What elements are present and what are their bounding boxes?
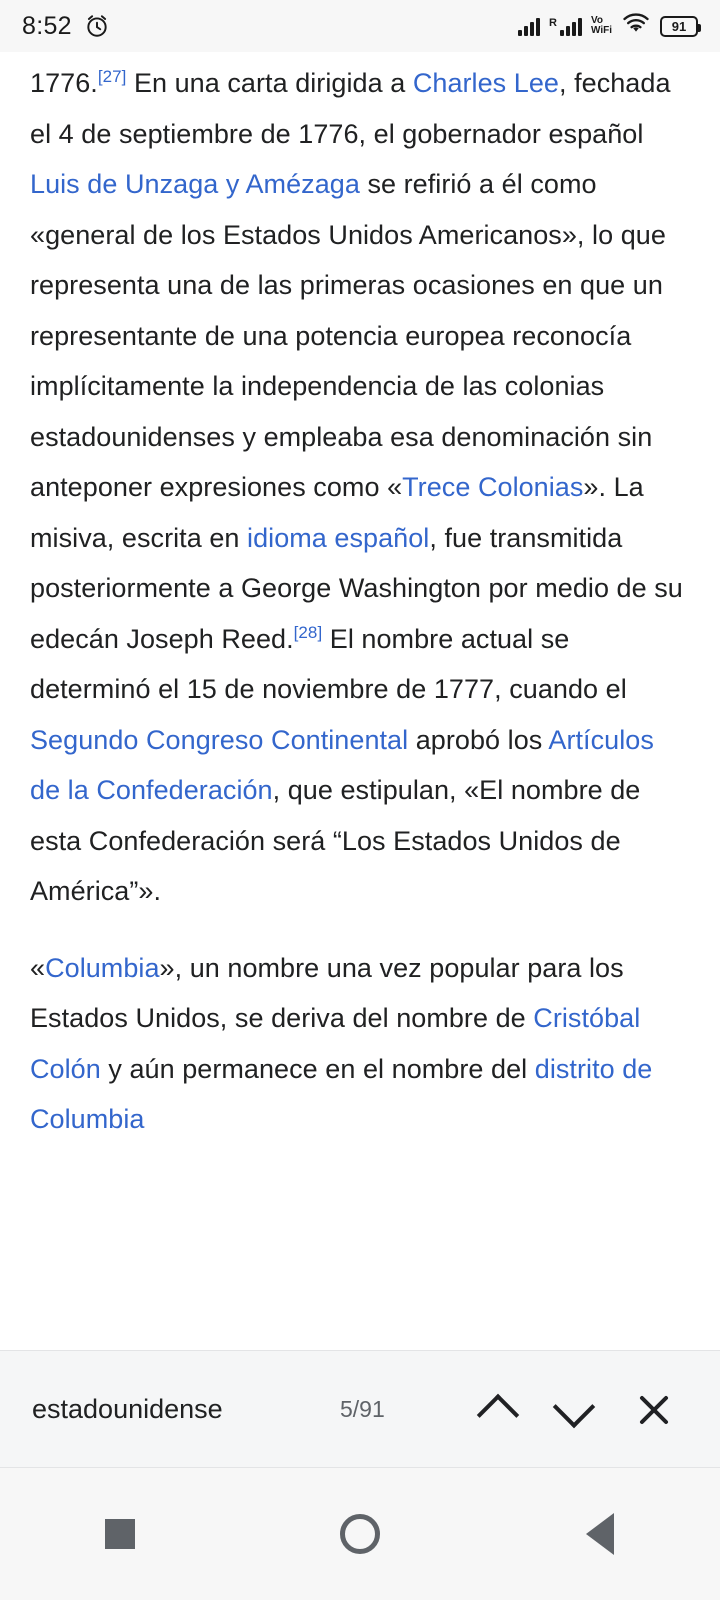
link-distrito-de-columbia[interactable]: distrito de Columbia (30, 1053, 653, 1134)
link-columbia[interactable]: Columbia (45, 952, 160, 983)
article-content (0, 52, 720, 1342)
reference-27 (98, 67, 127, 86)
recents-button[interactable] (60, 1474, 180, 1594)
text-segment: En una carta dirigida a (126, 68, 413, 98)
volte-wifi-icon (591, 16, 612, 36)
find-match-count: 5/91 (340, 1395, 385, 1422)
text-segment: , fechada el 4 de septiembre de 1776, el gobernador español (30, 68, 671, 149)
link-idioma-espanol[interactable]: idioma español (247, 522, 430, 553)
reference-28 (294, 623, 323, 642)
text-segment: y aún permanece en el nombre del (100, 1053, 535, 1084)
home-button[interactable] (300, 1474, 420, 1594)
link-charles-lee[interactable]: Charles Lee (412, 68, 559, 98)
text-segment: », un nombre una vez popular para los Estados Unidos, se deriva del nombre de (30, 952, 624, 1033)
back-button[interactable] (540, 1474, 660, 1594)
volte-line2: WiFi (590, 25, 612, 36)
chevron-down-icon (557, 1398, 595, 1420)
signal-bars-icon (518, 16, 540, 36)
link-segundo-congreso-continental[interactable]: Segundo Congreso Continental (30, 724, 409, 755)
status-clock: 8:52 (22, 11, 72, 40)
text-segment: « (30, 952, 46, 983)
link-articulos-de-la-confederacion[interactable]: Artículos de la Confederación (30, 724, 654, 805)
square-recents-icon (105, 1519, 135, 1549)
text-segment: , que estipulan, «El nombre de esta Confederación será “Los Estados Unidos de América”». (30, 775, 641, 906)
reference-link[interactable]: [28] (293, 622, 323, 642)
system-navigation-bar (0, 1468, 720, 1600)
paragraph-columbia (30, 943, 690, 1145)
text-segment: aprobó los (408, 724, 549, 755)
text-segment: se refirió a él como «general de los Estados Unidos Americanos», lo que representa una de las primeras ocasiones en que un representante de una potencia europea reconocía implícitamente la independencia de las colonias estadounidenses y empleaba esa denominación sin anteponer expresiones como « (30, 169, 666, 502)
find-close-button[interactable] (614, 1371, 690, 1447)
alarm-clock-icon (84, 13, 110, 39)
volte-line1: Vo (590, 15, 604, 26)
find-in-page-bar (0, 1350, 720, 1468)
triangle-back-icon (586, 1513, 614, 1555)
text-segment: 1776. (30, 68, 98, 98)
battery-indicator (660, 16, 698, 37)
roaming-label: R (549, 17, 557, 29)
link-trece-colonias[interactable]: Trece Colonias (402, 472, 584, 502)
link-cristobal-colon[interactable]: Cristóbal Colón (30, 1003, 641, 1084)
reference-link[interactable]: [27] (97, 67, 127, 86)
status-bar-right (518, 13, 698, 40)
find-previous-button[interactable] (462, 1371, 538, 1447)
chevron-up-icon (481, 1398, 519, 1420)
status-bar-left (22, 12, 110, 41)
find-next-button[interactable] (538, 1371, 614, 1447)
link-luis-de-unzaga[interactable]: Luis de Unzaga y Amézaga (30, 169, 360, 199)
status-bar (0, 0, 720, 52)
circle-home-icon (340, 1514, 380, 1554)
paragraph-naming-history (30, 58, 690, 917)
battery-level: 91 (671, 18, 687, 34)
find-input[interactable] (30, 1393, 330, 1426)
signal-bars-roaming-icon (549, 16, 582, 36)
close-icon (635, 1392, 669, 1426)
text-segment: El nombre actual se determinó el 15 de noviembre de 1777, cuando el (30, 623, 627, 704)
wifi-icon (621, 13, 651, 40)
text-segment: , fue transmitida posteriormente a George Washington por medio de su edecán Joseph Reed. (30, 522, 683, 654)
text-segment: ». La misiva, escrita en (30, 472, 644, 553)
